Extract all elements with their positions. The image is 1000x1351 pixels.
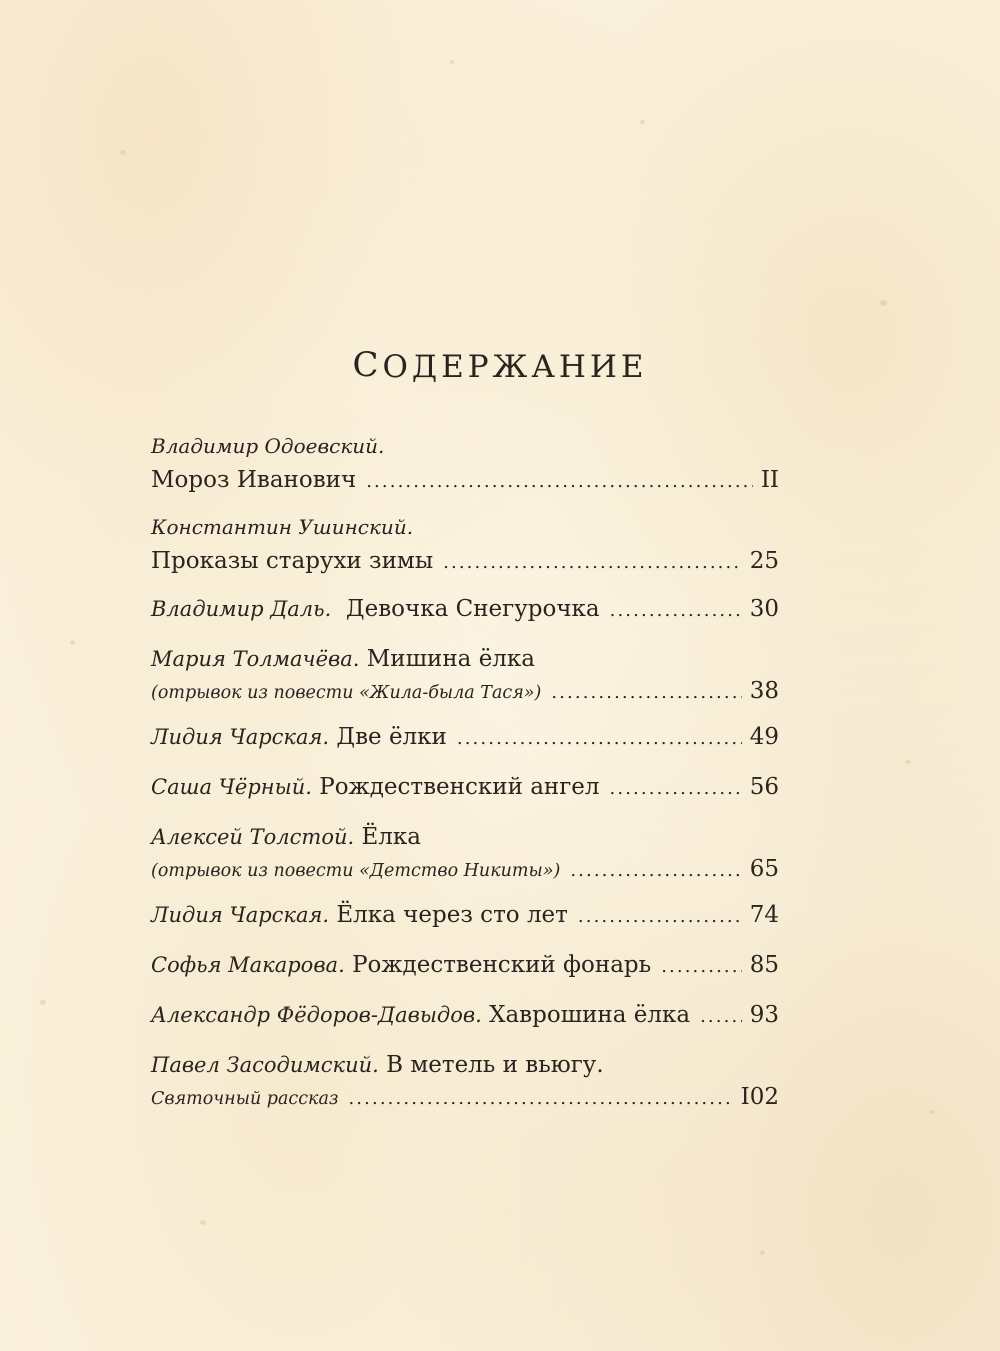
toc-entry-title: Две ёлки — [336, 724, 447, 750]
dot-leader — [570, 856, 741, 886]
toc-entry-subtitle: Святочный рассказ — [151, 1089, 339, 1109]
toc-entry-line — [151, 720, 779, 756]
dot-leader — [348, 1084, 732, 1114]
toc-entry-subtitle: (отрывок из повести «Детство Никиты») — [151, 861, 561, 881]
toc-entry[interactable] — [151, 642, 779, 708]
toc-entry-author: Павел Засодимский. — [151, 1053, 379, 1077]
toc-entry-title: Мороз Иванович — [151, 467, 357, 493]
toc-entry-title: Ёлка — [361, 824, 421, 850]
paper-fleck — [905, 760, 911, 764]
toc-entry-page: 49 — [749, 724, 779, 750]
toc-entry-page: 30 — [749, 596, 779, 622]
title-initial: С — [352, 345, 383, 385]
paper-fleck — [450, 60, 454, 64]
toc-entry-author: Мария Толмачёва. — [151, 647, 360, 671]
toc-entry[interactable] — [151, 948, 779, 984]
paper-fleck — [40, 1000, 46, 1005]
toc-entry-line — [151, 898, 779, 934]
page-title — [0, 344, 1000, 389]
toc-entry[interactable] — [151, 511, 779, 580]
toc-entry-line — [151, 998, 779, 1034]
toc-entry[interactable] — [151, 1048, 779, 1114]
dot-leader — [578, 900, 742, 934]
toc-entry[interactable] — [151, 820, 779, 886]
toc-entry-title: Ёлка через сто лет — [336, 902, 568, 928]
toc-entry-head — [151, 642, 779, 676]
toc-entry-subtitle: (отрывок из повести «Жила-была Тася») — [151, 683, 542, 703]
toc-entry-page: I02 — [740, 1084, 779, 1110]
paper-fleck — [200, 1220, 206, 1225]
toc-entry[interactable] — [151, 720, 779, 756]
paper-fleck — [880, 300, 887, 306]
toc-entry-author: Владимир Даль. — [151, 597, 332, 621]
toc-entry-title: Девочка Снегурочка — [345, 596, 600, 622]
toc-entry-head — [151, 820, 779, 854]
toc-entry[interactable] — [151, 770, 779, 806]
toc-entry-author: Саша Чёрный. — [151, 775, 312, 799]
toc-entry[interactable] — [151, 998, 779, 1034]
paper-fleck — [70, 640, 75, 645]
toc-entry-line — [151, 544, 779, 580]
toc-entry-author: Владимир Одоевский. — [151, 434, 385, 458]
toc-entry-author: Константин Ушинский. — [151, 515, 414, 539]
dot-leader — [700, 1000, 742, 1034]
toc-entry-line — [151, 1082, 779, 1114]
toc-entry-author: Алексей Толстой. — [151, 825, 355, 849]
toc-entry-author: Лидия Чарская. — [151, 903, 330, 927]
toc-entry-author: Лидия Чарская. — [151, 725, 330, 749]
toc-entry-line — [151, 854, 779, 886]
toc-entry[interactable] — [151, 592, 779, 628]
toc-entry-author: Софья Макарова. — [151, 953, 345, 977]
toc-entry-line — [151, 948, 779, 984]
toc-entry-line — [151, 676, 779, 708]
toc-entry-title: Мишина ёлка — [366, 646, 536, 672]
toc-entry-page: 93 — [749, 1002, 779, 1028]
dot-leader — [443, 546, 742, 580]
toc-entry-title: Хаврошина ёлка — [489, 1002, 691, 1028]
toc-entry-page: 56 — [749, 774, 779, 800]
toc-entry-title: Рождественский фонарь — [352, 952, 652, 978]
dot-leader — [366, 465, 753, 499]
toc-entry-line — [151, 592, 779, 628]
toc-entry-line — [151, 770, 779, 806]
toc-entry-page: 25 — [749, 548, 779, 574]
paper-fleck — [930, 1110, 935, 1114]
title-rest: ОДЕРЖАНИЕ — [382, 349, 648, 385]
toc-entry-title: Проказы старухи зимы — [151, 548, 434, 574]
paper-fleck — [760, 1250, 765, 1255]
toc-entry-line — [151, 463, 779, 499]
paper-fleck — [120, 150, 126, 155]
dot-leader — [551, 678, 741, 708]
toc-entry-page: II — [760, 467, 779, 493]
toc-entry-author: Александр Фёдоров-Давыдов. — [151, 1003, 482, 1027]
toc-entry-page: 65 — [749, 856, 779, 882]
toc-entry-page: 85 — [749, 952, 779, 978]
dot-leader — [610, 772, 742, 806]
toc-entry[interactable] — [151, 898, 779, 934]
table-of-contents — [151, 430, 779, 1126]
toc-entry[interactable] — [151, 430, 779, 499]
dot-leader — [661, 950, 742, 984]
paper-fleck — [640, 120, 645, 124]
toc-entry-title: В метель и вьюгу. — [386, 1052, 604, 1078]
toc-entry-title: Рождественский ангел — [319, 774, 600, 800]
dot-leader — [610, 594, 742, 628]
toc-entry-page: 38 — [749, 678, 779, 704]
toc-entry-page: 74 — [749, 902, 779, 928]
dot-leader — [457, 722, 742, 756]
toc-entry-head — [151, 1048, 779, 1082]
